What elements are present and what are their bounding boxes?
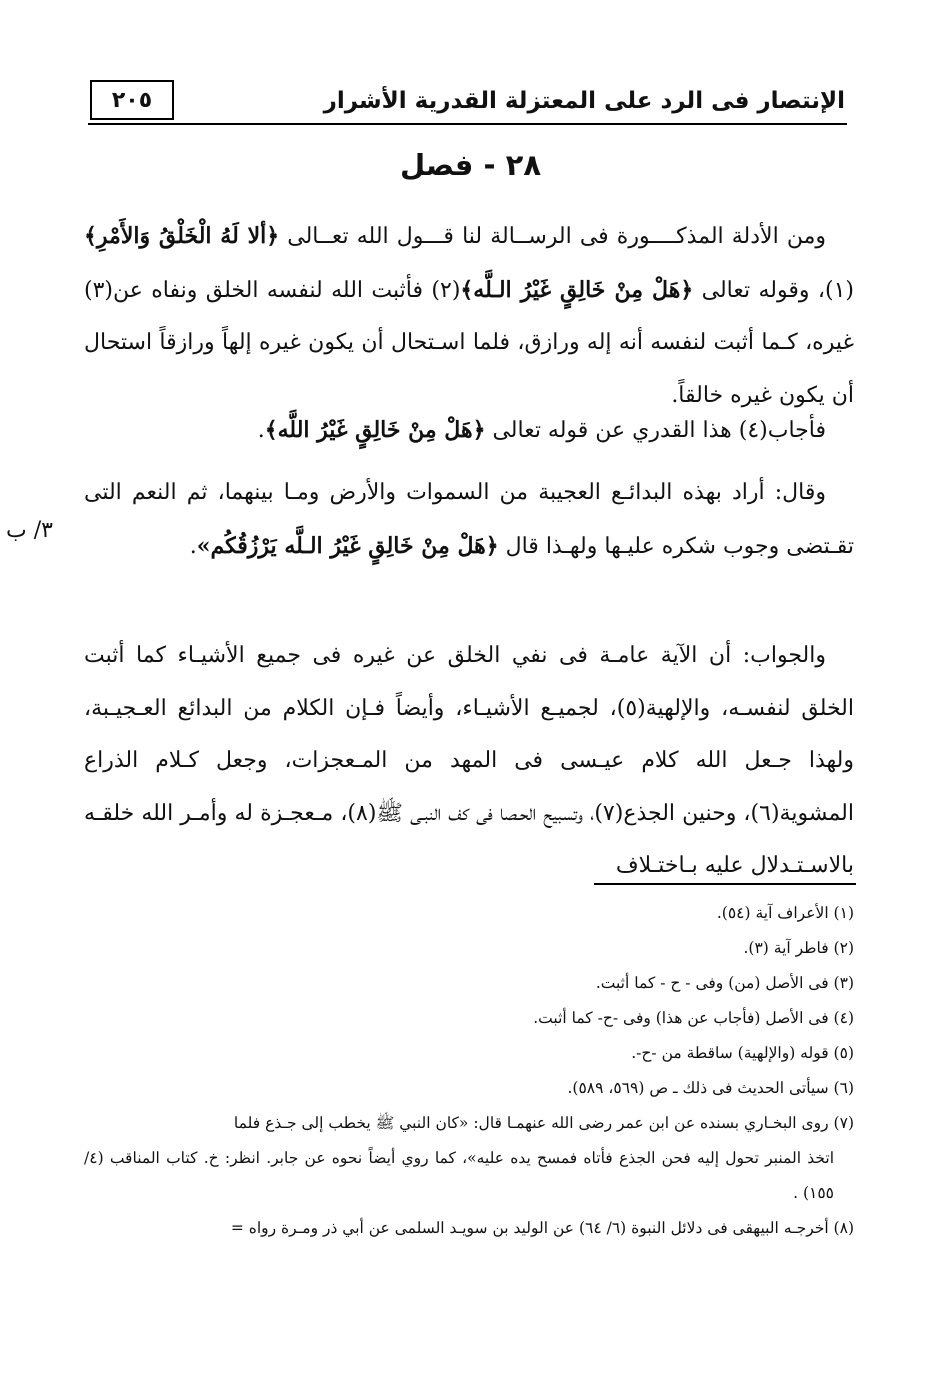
footnote-7 [84, 1106, 854, 1211]
footnote-3: (٣) فى الأصل (من) وفى - ح - كما أثبت. [595, 974, 854, 992]
paragraph-4 [84, 630, 854, 893]
footnote-5: (٥) قوله (والإلهية) ساقطة من -ح-. [631, 1044, 854, 1062]
footnote-rule [594, 883, 856, 885]
paragraph-text: . [257, 418, 265, 443]
header-rule [88, 123, 847, 125]
paragraph-1 [84, 210, 854, 422]
footnote-1: (١) الأعراف آية (٥٤). [716, 904, 854, 922]
page-number-box [90, 80, 174, 120]
quran-quote: ﴿هَلْ مِنْ خَالِقٍ غَيْرُ اللَّه﴾ [264, 417, 486, 443]
quran-quote: ﴿هَلْ مِنْ خَالِقٍ غَيْرُ الـلَّه﴾ [460, 276, 694, 303]
footnote-6: (٦) سيأتى الحديث فى ذلك ـ ص (٥٦٩، ٥٨٩). [567, 1079, 854, 1097]
paragraph-text: والجواب: أن الآية عامـة فى نفي الخلق عن غيره فى جميع الأشيـاء كما أثبت الخلق لنفسـه، والإلهية(٥)، لجميـع الأشيـاء، وأيضاً فـإن الكلام من البدائع العـجيـبة، ولهذا جـعل الله كلام عيـسى فى المهد من المـعجزات، وجعل كـلام الذراع المشوية(٦)، وحنين الجذع(٧)، وتسبيح الحـصا فى كف النبـى ﷺ(٨)، مـعجـزة له وأمـر الله خلقـه بالاسـتـدلال عليه بـاختـلاف [84, 643, 855, 878]
margin-folio-note: ٣/ ب [6, 518, 53, 543]
footnote-4: (٤) فى الأصل (فأجاب عن هذا) وفى -ح- كما أثبت. [533, 1009, 854, 1027]
footnotes [84, 896, 854, 1246]
paragraph-text: وقال: أراد بهذه البدائـع العجيبة من السموات والأرض ومـا بينهما، ثم النعم التى تقـتضى وجوب شكره عليـها ولهـذا قال [84, 480, 854, 559]
running-title: الإنتصار فى الرد على المعتزلة القدرية الأشرار [323, 88, 845, 114]
footnote-8: (٨) أخرجـه البيهقى فى دلائل النبوة (٦/ ٦٤) عن الوليد بن سويـد السلمى عن أبي ذر ومـرة رواه = [230, 1219, 854, 1237]
footnote-2: (٢) فاطر آية (٣). [743, 939, 854, 957]
paragraph-2 [84, 404, 854, 458]
footnote-7-text: (٧) روى البخـاري بسنده عن ابن عمر رضى الله عنهمـا قال: «كان النبي ﷺ يخطب إلى جـذع فلما [233, 1114, 854, 1132]
paragraph-text: . [189, 533, 197, 559]
paragraph-text: ومن الأدلة المذكــــورة فى الرســالة لنا قـــول الله تعــالى [279, 224, 826, 249]
quran-quote: ﴿ألا لَهُ الْخَلْقُ وَالأَمْرِ﴾ [84, 223, 280, 249]
footnote-7-continuation: اتخذ المنبر تحول إليه فحن الجذع فأتاه فمسح يده عليه»، كما روي أيضاً نحوه عن جابر. انظر: خ. كتاب المناقب (٤/ ١٥٥) . [84, 1149, 834, 1202]
page-number: ٢٠٥ [111, 87, 153, 113]
paragraph-text: (٢) فأثبت الله لنفسه الخلق ونفاه عن(٣) غيره، كـما أثبت لنفسه أنه إله ورازق، فلما اسـتحال أن يكون غيره إلهاً ورازقاً استحال أن يكون غيره خالقاً. [84, 277, 854, 408]
paragraph-text: (١)، وقوله تعالى [693, 277, 855, 303]
paragraph-3 [84, 467, 854, 573]
section-heading: ٢٨ - فصل [399, 148, 542, 182]
paragraph-text: فأجاب(٤) هذا القدري عن قوله تعالى [485, 418, 826, 443]
quran-quote: ﴿هَلْ مِنْ خَالِقٍ غَيْرُ الـلَّه يَرْزُقُكُم» [196, 532, 499, 559]
